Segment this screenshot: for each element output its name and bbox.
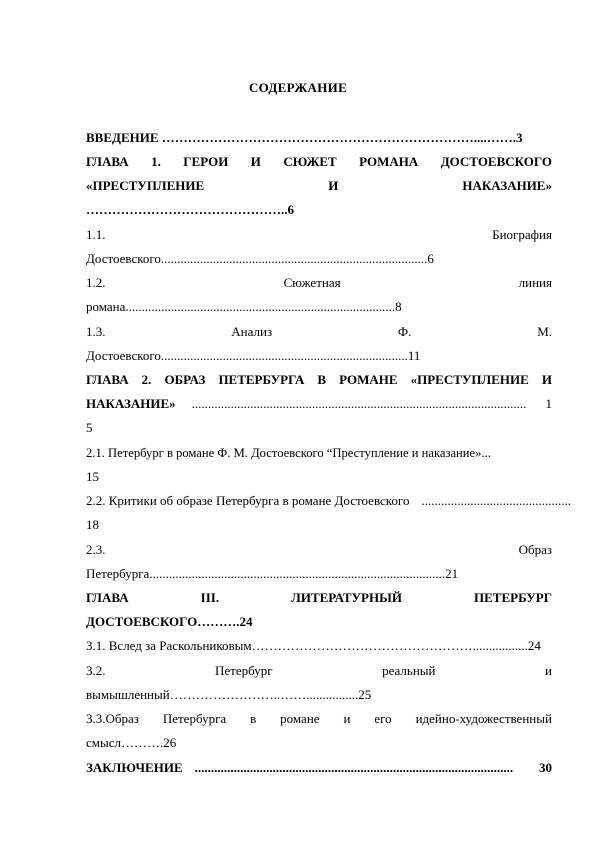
toc-section-1-1-page: Достоевского..................................................................................6 xyxy=(86,251,434,266)
toc-section-2-1: 2.1. Петербург в романе Ф. М. Достоевского “Преступление и наказание»... xyxy=(86,446,491,460)
toc-word: Биография xyxy=(492,227,552,242)
toc-chapter-2-line-1 xyxy=(86,372,552,388)
toc-word: ОБРАЗ xyxy=(164,372,206,387)
toc-word: Петербурга xyxy=(162,711,227,726)
toc-word: Образ xyxy=(518,542,552,557)
toc-word: 3.3.Образ xyxy=(86,711,139,726)
toc-label: 2.2. Критики об образе Петербурга в романе Достоевского xyxy=(86,493,410,508)
toc-word: в xyxy=(250,711,257,726)
toc-section-3-3-page: смысл……….26 xyxy=(86,735,177,750)
toc-word: линия xyxy=(518,275,552,290)
toc-word: Сюжетная xyxy=(283,275,341,290)
toc-word: Петербург xyxy=(215,663,273,678)
toc-word: НАКАЗАНИЕ» xyxy=(462,178,552,193)
toc-chapter-2-page: 5 xyxy=(86,420,93,435)
toc-page-number: 30 xyxy=(539,760,552,775)
toc-section-2-3-page: Петербурга...........................................................................................21 xyxy=(86,566,459,581)
toc-section-2-1-page: 15 xyxy=(86,469,99,484)
toc-word: РОМАНА xyxy=(359,154,419,169)
toc-word: ПЕТЕРБУРГ xyxy=(474,590,552,605)
toc-word: СЮЖЕТ xyxy=(283,154,337,169)
toc-word: И xyxy=(328,178,339,193)
toc-leader-dots: ....................................................................................................... xyxy=(191,396,527,411)
toc-chapter-2-line-2 xyxy=(86,396,552,412)
toc-word: ПЕТЕРБУРГА xyxy=(218,372,305,387)
toc-word: его xyxy=(374,711,392,726)
toc-word: и xyxy=(545,663,552,678)
toc-word: 2. xyxy=(141,372,152,387)
toc-word: «ПРЕСТУПЛЕНИЕ xyxy=(410,372,529,387)
toc-word: И xyxy=(250,154,261,169)
toc-section-2-3 xyxy=(86,542,552,558)
toc-word: 1. xyxy=(151,154,161,169)
toc-word: 3.2. xyxy=(86,663,106,678)
toc-word: М. xyxy=(537,324,552,339)
toc-section-3-1: 3.1. Вслед за Раскольниковым…………………………………………….................24 xyxy=(86,638,541,653)
toc-section-1-2-page: романа...................................................................................8 xyxy=(86,299,402,314)
toc-chapter-3-line-1 xyxy=(86,590,552,606)
toc-word: РОМАНЕ xyxy=(339,372,398,387)
toc-section-1-3 xyxy=(86,324,552,340)
toc-word: ГЛАВА xyxy=(86,590,129,605)
toc-conclusion xyxy=(86,760,552,776)
toc-section-1-2 xyxy=(86,275,552,291)
toc-word: и xyxy=(343,711,351,726)
toc-section-2-2 xyxy=(86,493,571,509)
toc-chapter-1-page: ………………………………………..6 xyxy=(86,202,294,217)
toc-word: идейно-художественный xyxy=(415,711,552,726)
toc-word: ГЛАВА xyxy=(86,372,129,387)
toc-page-number: 1 xyxy=(545,396,552,411)
toc-intro: ВВЕДЕНИЕ ………………………………………………………………....…….3 xyxy=(86,130,523,145)
toc-word: 1.3. xyxy=(86,324,106,339)
toc-word: ЛИТЕРАТУРНЫЙ xyxy=(291,590,402,605)
toc-section-2-2-page: 18 xyxy=(86,517,99,532)
toc-word: ГЕРОИ xyxy=(183,154,229,169)
toc-word: III. xyxy=(200,590,220,605)
toc-section-1-1 xyxy=(86,227,552,243)
page-title: СОДЕРЖАНИЕ xyxy=(248,80,348,95)
toc-section-3-2-page: вымышленный……………………..……................25 xyxy=(86,687,372,702)
toc-word: реальный xyxy=(382,663,436,678)
toc-word: «ПРЕСТУПЛЕНИЕ xyxy=(86,178,205,193)
toc-leader-dots: .............................................. xyxy=(421,493,571,508)
toc-word: 2.3. xyxy=(86,542,106,557)
toc-leader-dots: .................................................................................................. xyxy=(194,760,514,775)
toc-chapter-1-line-1 xyxy=(86,154,552,170)
toc-label: НАКАЗАНИЕ» xyxy=(86,396,176,411)
toc-word: ДОСТОЕВСКОГО xyxy=(440,154,552,169)
toc-section-3-3 xyxy=(86,711,552,727)
toc-chapter-1-line-2 xyxy=(86,178,552,194)
toc-word: 1.2. xyxy=(86,275,106,290)
toc-word: В xyxy=(317,372,327,387)
toc-section-3-2 xyxy=(86,663,552,679)
toc-word: И xyxy=(541,372,552,387)
toc-chapter-3-line-2: ДОСТОЕВСКОГО……….24 xyxy=(86,614,253,629)
toc-label: ЗАКЛЮЧЕНИЕ xyxy=(86,760,183,775)
toc-word: романе xyxy=(280,711,320,726)
toc-section-1-3-page: Достоевского............................................................................11 xyxy=(86,348,421,363)
toc-word: ГЛАВА xyxy=(86,154,129,169)
toc-word: Анализ xyxy=(231,324,273,339)
toc-word: Ф. xyxy=(397,324,412,339)
toc-word: 1.1. xyxy=(86,227,106,242)
